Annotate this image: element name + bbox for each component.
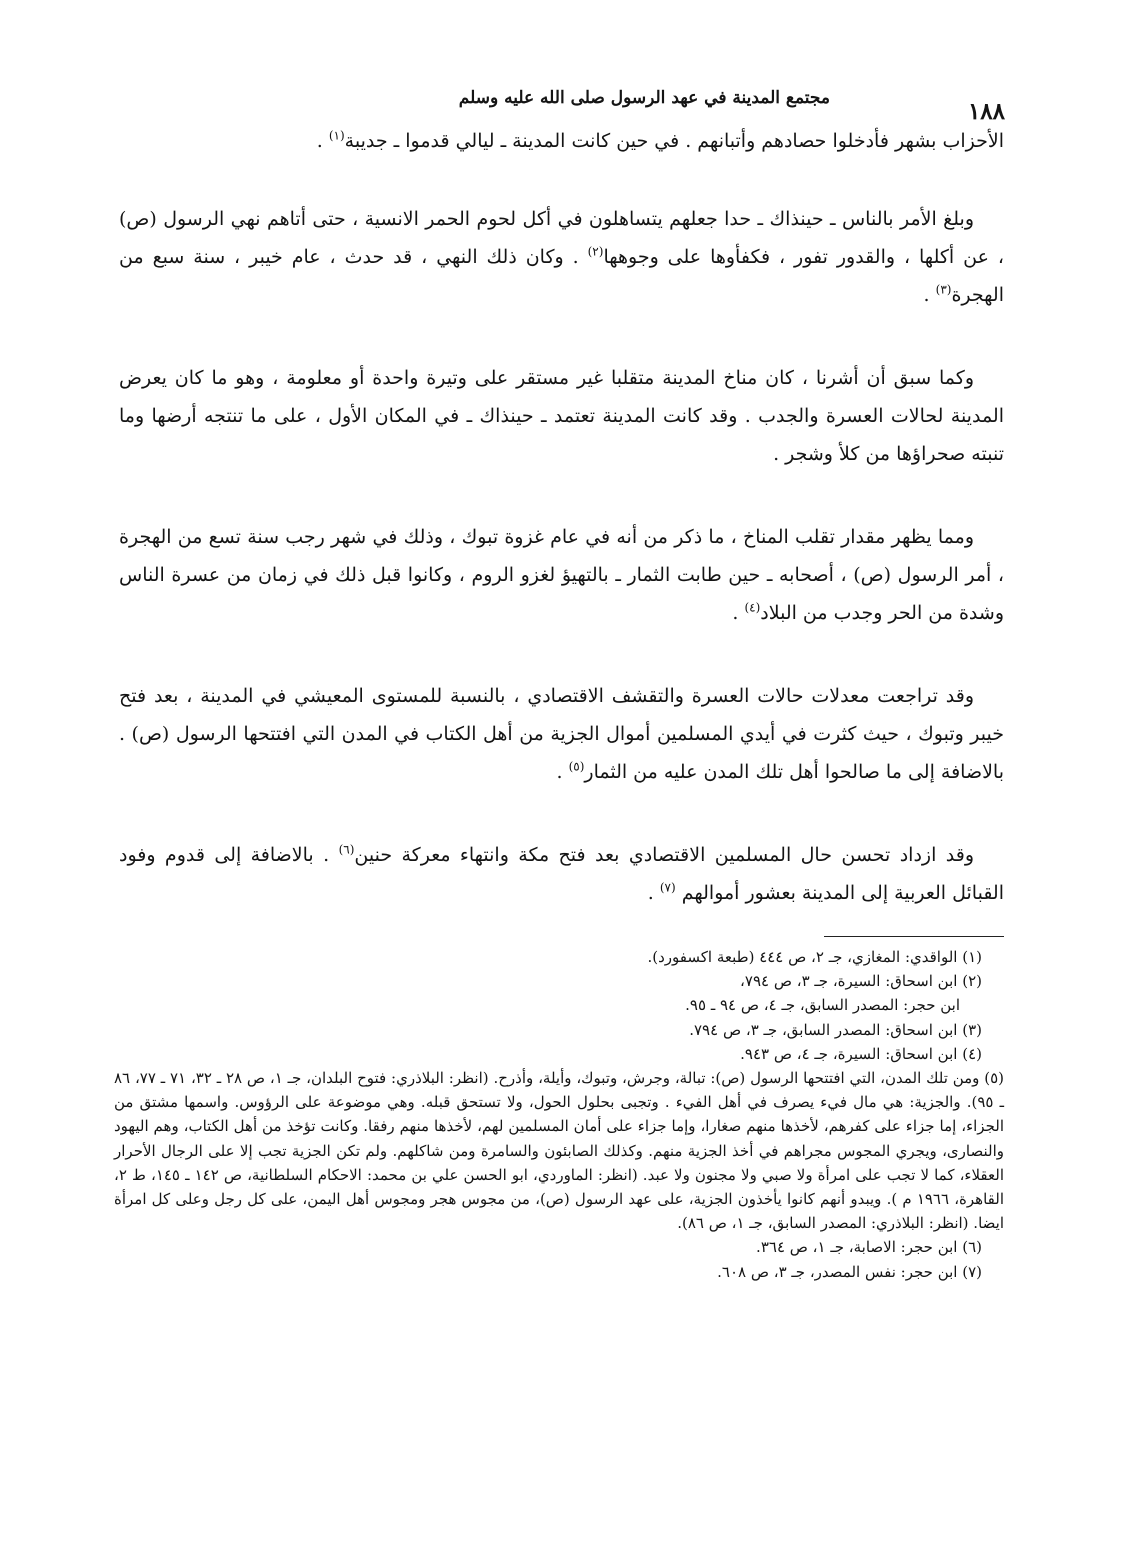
- footnote: ابن حجر: المصدر السابق، جـ ٤، ص ٩٤ ـ ٩٥.: [685, 996, 960, 1015]
- end-dot: .: [647, 882, 654, 904]
- paragraph-text: ومما يظهر مقدار تقلب المناخ ، ما ذكر من أنه في عام غزوة تبوك ، وذلك في شهر رجب سنة تسع من الهجرة ، أمر الرسول (ص) ، أصحابه ـ حين طابت الثمار ـ بالتهيؤ لغزو الروم ، وكانوا قبل ذلك في زمان من عسرة الناس وشدة من الحر وجدب من البلاد: [119, 526, 1004, 624]
- end-dot: .: [732, 602, 739, 624]
- paragraph-text: وقد تراجعت معدلات حالات العسرة والتقشف الاقتصادي ، بالنسبة للمستوى المعيشي في المدينة ، بعد فتح خيبر وتبوك ، حيث كثرت في أيدي المسلمين أموال الجزية من أهل الكتاب في المدن التي افتتحها الرسول (ص) . بالاضافة إلى ما صالحوا أهل تلك المدن عليه من الثمار: [119, 685, 1004, 783]
- footnote-ref: (٦): [338, 842, 355, 857]
- paragraph: [119, 677, 1004, 791]
- paragraph: [119, 836, 1004, 912]
- end-dot: .: [923, 284, 930, 306]
- footnote-ref: (٥): [568, 759, 585, 774]
- paragraph-text: وكما سبق أن أشرنا ، كان مناخ المدينة متقلبا غير مستقر على وتيرة واحدة أو معلومة ، وهو ما كان يعرض المدينة لحالات العسرة والجدب . وقد كانت المدينة تعتمد ـ حينذاك ـ في المكان الأول ، على ما تنتجه أرضها وما تنبته صحراؤها من كلأ وشجر .: [119, 367, 1004, 465]
- paragraph: [119, 200, 1004, 314]
- footnote: (٣) ابن اسحاق: المصدر السابق، جـ ٣، ص ٧٩٤.: [689, 1020, 982, 1039]
- end-dot: .: [556, 761, 563, 783]
- footnote-ref: (٢): [587, 244, 604, 259]
- footnote-ref: (٧): [659, 880, 676, 895]
- footnote: (٥) ومن تلك المدن، التي افتتحها الرسول (ص): تبالة، وجرش، وتبوك، وأيلة، وأذرح. (انظر: البلاذري: فتوح البلدان، جـ ١، ص ٢٨ ـ ٣٢، ٧١ ـ ٧٧، ٨٦ ـ ٩٥). والجزية: هي مال فيء يصرف في أهل الفيء . وتجبى بحلول الحول، ولا تستحق قبله. وهي موضوعة على الرؤوس. واسمها مشتق من الجزاء، إما جزاء على كفرهم، لأخذها منهم صغارا، وإما جزاء على أمان المسلمين لهم، لأخذها منهم رفقا. وكانت تؤخذ من أهل الكتاب، وهم اليهود والنصارى، ويجري المجوس مجراهم في أخذ الجزية منهم. وكذلك الصابئون والسامرة ومن شاكلهم. ولم تكن الجزية تجب إلا على الرجال الأحرار العقلاء، كما لا تجب على امرأة ولا صبي ولا مجنون ولا عبد. (انظر: الماوردي، ابو الحسن علي بن محمد: الاحكام السلطانية، ص ١٤٢ ـ ١٤٥، ط ٢، القاهرة، ١٩٦٦ م ). ويبدو أنهم كانوا يأخذون الجزية، على عهد الرسول (ص)، من مجوس هجر ومجوس أهل اليمن، على كل رجل وعلى كل امرأة ايضا. (انظر: البلاذري: المصدر السابق، جـ ١، ص ٨٦).: [114, 1069, 1005, 1233]
- paragraph-text: الأحزاب بشهر فأدخلوا حصادهم وأتبانهم . في حين كانت المدينة ـ ليالي قدموا ـ جديبة: [344, 130, 1004, 152]
- paragraph: [119, 518, 1004, 632]
- footnote-ref: (١): [328, 128, 345, 143]
- page-number: ١٨٨: [967, 98, 1005, 125]
- footnote-separator: [824, 936, 1004, 937]
- footnote-ref: (٣): [935, 282, 952, 297]
- paragraph-text: . بالاضافة إلى قدوم وفود القبائل العربية إلى المدينة بعشور أموالهم: [119, 844, 1004, 904]
- footnote-ref: (٤): [744, 600, 761, 615]
- paragraph-text: وبلغ الأمر بالناس ـ حينذاك ـ حدا جعلهم يتساهلون في أكل لحوم الحمر الانسية ، حتى أتاهم نهي الرسول (ص) ، عن أكلها ، والقدور تفور ، فكفأوها على وجوهها: [119, 208, 1004, 268]
- footnotes: [114, 945, 1004, 1284]
- footnote: (١) الواقدي: المغازي، جـ ٢، ص ٤٤٤ (طبعة اكسفورد).: [647, 948, 982, 966]
- paragraph: [119, 359, 1004, 473]
- paragraph-text: وقد ازداد تحسن حال المسلمين الاقتصادي بعد فتح مكة وانتهاء معركة حنين: [354, 844, 974, 866]
- running-title: مجتمع المدينة في عهد الرسول صلى الله عليه وسلم: [458, 88, 830, 108]
- footnote: (٦) ابن حجر: الاصابة، جـ ١، ص ٣٦٤.: [756, 1238, 982, 1257]
- footnote: (٧) ابن حجر: نفس المصدر، جـ ٣، ص ٦٠٨.: [717, 1262, 982, 1281]
- footnote: (٤) ابن اسحاق: السيرة، جـ ٤، ص ٩٤٣.: [740, 1044, 982, 1063]
- body-text: [119, 122, 1004, 957]
- page-header: [100, 88, 1005, 124]
- paragraph-text: . وكان ذلك النهي ، قد حدث ، عام خيبر ، سنة سبع من الهجرة: [119, 246, 1004, 306]
- paragraph: [119, 122, 1004, 160]
- end-dot: .: [316, 130, 323, 152]
- footnote: (٢) ابن اسحاق: السيرة، جـ ٣، ص ٧٩٤،: [740, 972, 982, 991]
